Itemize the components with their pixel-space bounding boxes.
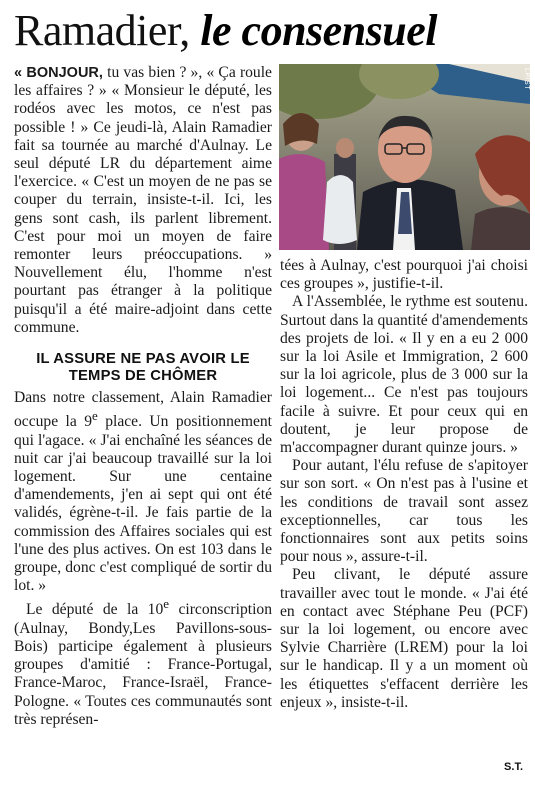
photo-credit: LP/ST <box>523 68 530 90</box>
ranking-text-a: Dans notre classement, Alain Ramadier occupe la 9 <box>14 389 272 431</box>
article-column-1 <box>14 64 272 729</box>
headline <box>14 2 529 60</box>
subheading: IL ASSURE NE PAS AVOIR LE TEMPS DE CHÔMER <box>36 351 250 385</box>
paragraph-ranking <box>14 389 272 595</box>
ordinal-sup: e <box>92 408 98 424</box>
headline-name: Ramadier, <box>14 6 201 55</box>
circonscription-text-a: Le député de la 10 <box>26 601 164 619</box>
article-column-2 <box>280 257 528 712</box>
lead-in: « BONJOUR, <box>14 65 103 81</box>
intro-text: tu vas bien ? », « Ça roule les affaires ? » « Monsieur le député, les rodéos avec les motos, ce n'est pas possible ! » Ce jeudi-là, Alain Ramadier fait sa tournée au marché d'Aulnay. Le seul député LR du département aime l'exercice. « C'est un moyen de ne pas se couper du terrain, insiste-t-il. Ici, les gens sont cash, ils parlent librement. C'est pour moi un moyen de faire remonter leurs préoccupations. » Nouvellement élu, l'homme n'est pourtant pas étranger à la politique puisqu'il a été maire-adjoint dans cette commune. <box>14 64 272 336</box>
headline-emphasis: le consensuel <box>200 6 438 55</box>
photo-illustration <box>279 64 530 250</box>
photo-deputy-market <box>279 64 530 250</box>
paragraph-continued: tées à Aulnay, c'est pourquoi j'ai choisi ces groupes », justifie-t-il. <box>280 257 528 293</box>
paragraph-conditions: Pour autant, l'élu refuse de s'apitoyer sur son sort. « On n'est pas à l'usine et les conditions de travail sont assez exceptionnelles, car tous les fonctionnaires sont aux petits soins pour nous », assure-t-il. <box>280 457 528 566</box>
paragraph-consensus: Peu clivant, le député assure travailler avec tout le monde. « J'ai été en contact avec Stéphane Peu (PCF) sur la loi logement, ou encore avec Sylvie Charrière (LREM) pour la loi sur le handicap. Il y a un moment où les étiquettes s'effacent derrière les enjeux », insiste-t-il. <box>280 566 528 711</box>
paragraph-intro <box>14 64 272 337</box>
circonscription-text-b: circonscription (Aulnay, Bondy,Les Pavillons-sous-Bois) participe également à plusieurs groupes d'amitié : France-Portugal, France-Maroc, France-Israël, France-Pologne. « Toutes ces communautés sont très représen- <box>14 601 272 728</box>
paragraph-circonscription <box>14 595 272 729</box>
paragraph-assembly: A l'Assemblée, le rythme est soutenu. Surtout dans la quantité d'amendements des projets de loi. « Il y en a eu 2 000 sur la loi Asile et Immigration, 2 600 sur la loi agricole, plus de 3 000 sur la loi logement... Ce n'est pas toujours facile à suivre. Et pour ceux qui en doutent, je leur propose de m'accompagner durant quinze jours. » <box>280 293 528 457</box>
author-signature: S.T. <box>504 761 523 773</box>
ranking-text-b: place. Un positionnement qui l'agace. « J'ai enchaîné les séances de nuit car j'ai beaucoup travaillé sur la loi logement. Sur une centaine d'amendements, j'en ai sept qui ont été validés, égrène-t-il. Je fais partie de la commission des Affaires sociales qui est l'une des plus actives. On est 103 dans le groupe, donc c'est compliqué de sortir du lot. » <box>14 413 272 595</box>
ordinal-sup: e <box>163 596 170 612</box>
